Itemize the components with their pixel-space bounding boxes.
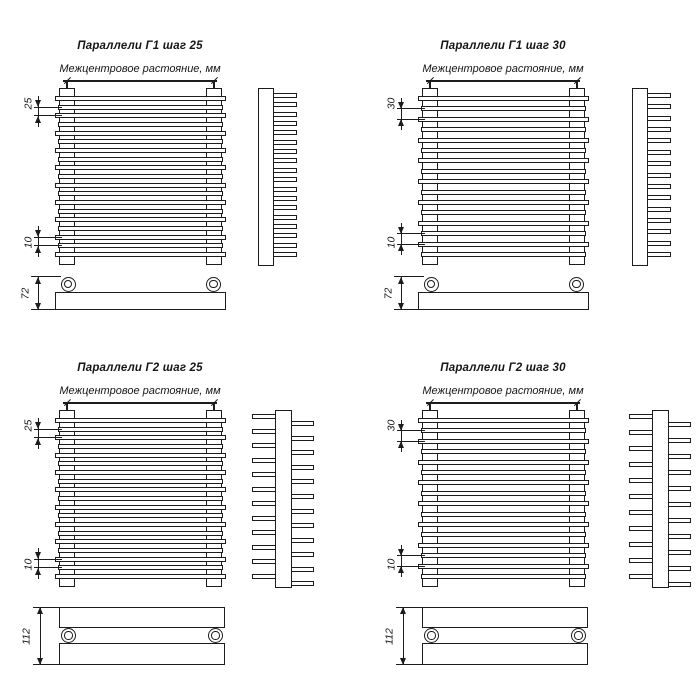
side-rung-back (291, 567, 314, 572)
gap-dimension-value: 10 (385, 558, 398, 571)
dimension-arrow (398, 244, 404, 251)
front-rung (418, 501, 589, 506)
front-rung (55, 522, 226, 527)
front-rung (58, 444, 223, 449)
dimension-arrow (398, 424, 404, 431)
dimension-arrow (35, 116, 41, 123)
side-rung-front (252, 501, 277, 506)
front-rung (421, 231, 586, 236)
side-rung (273, 215, 297, 220)
side-rung-back (291, 494, 314, 499)
front-rung (418, 418, 589, 423)
drawing-title: Параллели Г1 шаг 25 (77, 40, 203, 52)
side-rung-front (629, 574, 654, 579)
gap-dimension-value: 10 (22, 558, 35, 571)
front-rung (55, 131, 226, 136)
side-rung-back (668, 422, 691, 427)
center-distance-label: Межцентровое растояние, мм (422, 63, 584, 75)
front-rung (55, 165, 226, 170)
step-dimension-value: 30 (385, 97, 398, 110)
side-rung-front (252, 487, 277, 492)
side-rung-back (668, 486, 691, 491)
side-rung (647, 93, 671, 98)
side-rung-back (291, 436, 314, 441)
front-rung (58, 226, 223, 231)
front-rung (421, 470, 586, 475)
front-rung (421, 169, 586, 174)
side-rung-front (252, 443, 277, 448)
depth-dimension-value: 112 (383, 628, 396, 645)
side-rung (273, 224, 297, 229)
side-rung (647, 252, 671, 257)
dimension-arrow (35, 303, 41, 310)
center-distance-label: Межцентровое растояние, мм (59, 385, 221, 397)
depth-dimension-line (40, 607, 41, 665)
side-rung (647, 184, 671, 189)
step-dimension-value: 25 (22, 97, 35, 110)
top-view-back-rail (422, 643, 588, 665)
dimension-arrow (398, 303, 404, 310)
top-view-front-rail (59, 607, 225, 628)
center-distance-label: Межцентровое растояние, мм (59, 63, 221, 75)
front-rung (58, 565, 223, 570)
front-rung (58, 174, 223, 179)
side-rung (647, 104, 671, 109)
riser-tube (569, 410, 585, 587)
side-rung-back (668, 470, 691, 475)
connector-circle-inner (574, 631, 582, 639)
side-rung-back (668, 566, 691, 571)
side-rung-back (291, 450, 314, 455)
front-rung (418, 96, 589, 101)
depth-dimension-line (403, 607, 404, 665)
front-rung (421, 449, 586, 454)
side-rung-front (252, 545, 277, 550)
side-rung (273, 130, 297, 135)
front-rung (421, 532, 586, 537)
front-rung (418, 480, 589, 485)
front-rung (55, 557, 226, 562)
side-rung-front (629, 430, 654, 435)
front-rung (55, 435, 226, 440)
front-rung (58, 461, 223, 466)
side-rung-front (252, 516, 277, 521)
quadrant-g2-step25 (0, 322, 352, 674)
side-rung-back (668, 518, 691, 523)
front-rung (58, 209, 223, 214)
center-distance-dimension-line (63, 402, 217, 403)
front-rung (421, 491, 586, 496)
step-dimension-value: 30 (385, 419, 398, 432)
side-rung (273, 102, 297, 107)
side-rung (647, 150, 671, 155)
drawing-title: Параллели Г2 шаг 30 (440, 362, 566, 374)
riser-tube (422, 410, 438, 587)
front-rung (58, 191, 223, 196)
side-rung-back (668, 454, 691, 459)
depth-dimension-value: 72 (382, 287, 395, 300)
riser-tube (422, 88, 438, 265)
dimension-arrow (400, 607, 406, 614)
front-rung (421, 190, 586, 195)
side-rung-back (291, 523, 314, 528)
side-rung (273, 252, 297, 257)
side-rung-front (252, 414, 277, 419)
gap-dimension-value: 10 (22, 236, 35, 249)
side-rung (647, 116, 671, 121)
quadrant-g2-step30 (363, 322, 700, 674)
dimension-arrow (398, 441, 404, 448)
dimension-arrow (398, 566, 404, 573)
front-rung (418, 117, 589, 122)
side-rung (273, 243, 297, 248)
center-distance-dimension-line (426, 80, 580, 81)
side-rung-back (291, 421, 314, 426)
side-rung (647, 229, 671, 234)
dimension-arrow (35, 422, 41, 429)
quadrant-g1-step30 (363, 0, 700, 352)
side-rung-back (291, 465, 314, 470)
dimension-arrow (398, 277, 404, 284)
gap-dimension-value: 10 (385, 236, 398, 249)
depth-dimension-value: 112 (20, 628, 33, 645)
side-rung (273, 196, 297, 201)
side-rung (273, 112, 297, 117)
side-rung-front (629, 494, 654, 499)
side-rung (273, 205, 297, 210)
front-rung (55, 252, 226, 257)
front-rung (418, 439, 589, 444)
step-dimension-value: 25 (22, 419, 35, 432)
side-rung-front (252, 458, 277, 463)
side-rung (273, 121, 297, 126)
front-rung (55, 470, 226, 475)
side-rung-back (668, 582, 691, 587)
dimension-arrow (35, 246, 41, 253)
connector-circle-inner (211, 631, 219, 639)
drawing-title: Параллели Г2 шаг 25 (77, 362, 203, 374)
front-rung (58, 122, 223, 127)
dimension-arrow (35, 552, 41, 559)
top-view-body (418, 292, 589, 310)
front-rung (58, 105, 223, 110)
front-rung (58, 139, 223, 144)
front-rung (421, 512, 586, 517)
front-rung (58, 157, 223, 162)
side-rung (273, 177, 297, 182)
front-rung (55, 235, 226, 240)
front-rung (58, 531, 223, 536)
front-rung (421, 106, 586, 111)
side-rung-back (668, 534, 691, 539)
front-rung (55, 200, 226, 205)
front-rung (58, 427, 223, 432)
front-rung (418, 522, 589, 527)
side-rung (273, 93, 297, 98)
side-rung-front (252, 429, 277, 434)
side-collector (652, 410, 669, 588)
depth-dimension-value: 72 (19, 287, 32, 300)
side-rung (647, 207, 671, 212)
dimension-arrow (37, 658, 43, 665)
top-view-front-rail (422, 607, 588, 628)
front-rung (58, 513, 223, 518)
side-rung (647, 241, 671, 246)
front-rung (418, 543, 589, 548)
side-rung (273, 233, 297, 238)
front-rung (418, 158, 589, 163)
side-rung (647, 195, 671, 200)
front-rung (55, 574, 226, 579)
side-collector (275, 410, 292, 588)
front-rung (418, 564, 589, 569)
front-rung (418, 242, 589, 247)
side-rung (273, 168, 297, 173)
side-rung-front (629, 446, 654, 451)
center-distance-dimension-line (426, 402, 580, 403)
dimension-arrow (35, 568, 41, 575)
front-rung (55, 148, 226, 153)
dimension-arrow (400, 658, 406, 665)
connector-circle-inner (572, 280, 580, 288)
side-rung (647, 127, 671, 132)
dimension-arrow (35, 100, 41, 107)
front-rung (421, 252, 586, 257)
side-rung-back (668, 550, 691, 555)
dimension-arrow (398, 549, 404, 556)
connector-circle-inner (427, 631, 435, 639)
side-rung (273, 158, 297, 163)
dimension-arrow (35, 277, 41, 284)
side-rung (273, 140, 297, 145)
dimension-arrow (37, 607, 43, 614)
side-rung-front (252, 559, 277, 564)
front-rung (55, 113, 226, 118)
drawing-title: Параллели Г1 шаг 30 (440, 40, 566, 52)
side-rung (647, 173, 671, 178)
front-rung (421, 574, 586, 579)
side-rung (647, 138, 671, 143)
front-rung (58, 243, 223, 248)
side-collector (632, 88, 648, 266)
dimension-arrow (398, 119, 404, 126)
front-rung (55, 505, 226, 510)
side-rung-back (291, 538, 314, 543)
center-distance-label: Межцентровое растояние, мм (422, 385, 584, 397)
front-rung (418, 138, 589, 143)
front-rung (55, 418, 226, 423)
side-rung (273, 149, 297, 154)
front-rung (58, 496, 223, 501)
dimension-arrow (35, 230, 41, 237)
side-rung-back (291, 509, 314, 514)
front-rung (421, 148, 586, 153)
front-rung (421, 553, 586, 558)
front-rung (418, 200, 589, 205)
front-rung (421, 428, 586, 433)
dimension-arrow (398, 102, 404, 109)
side-rung-front (629, 414, 654, 419)
side-rung-back (291, 581, 314, 586)
connector-circle-inner (64, 631, 72, 639)
top-view-back-rail (59, 643, 225, 665)
connector-circle-inner (209, 280, 217, 288)
side-rung-front (629, 558, 654, 563)
side-rung-front (252, 530, 277, 535)
side-rung-front (252, 472, 277, 477)
side-rung (647, 218, 671, 223)
side-rung (647, 161, 671, 166)
dimension-arrow (398, 227, 404, 234)
quadrant-g1-step25 (0, 0, 352, 352)
side-rung-front (252, 574, 277, 579)
front-rung (55, 217, 226, 222)
side-rung-back (291, 479, 314, 484)
front-rung (418, 179, 589, 184)
center-distance-dimension-line (63, 80, 217, 81)
front-rung (421, 127, 586, 132)
riser-tube (569, 88, 585, 265)
front-rung (418, 460, 589, 465)
side-rung-front (629, 478, 654, 483)
front-rung (55, 453, 226, 458)
front-rung (55, 487, 226, 492)
side-rung-front (629, 542, 654, 547)
side-collector (258, 88, 274, 266)
side-rung-back (291, 552, 314, 557)
top-view-body (55, 292, 226, 310)
side-rung-back (668, 438, 691, 443)
front-rung (55, 183, 226, 188)
side-rung-front (629, 526, 654, 531)
dimension-arrow (35, 438, 41, 445)
side-rung (273, 187, 297, 192)
front-rung (58, 548, 223, 553)
front-rung (421, 210, 586, 215)
side-rung-front (629, 510, 654, 515)
front-rung (418, 221, 589, 226)
front-rung (58, 479, 223, 484)
side-rung-front (629, 462, 654, 467)
front-rung (55, 539, 226, 544)
side-rung-back (668, 502, 691, 507)
front-rung (55, 96, 226, 101)
